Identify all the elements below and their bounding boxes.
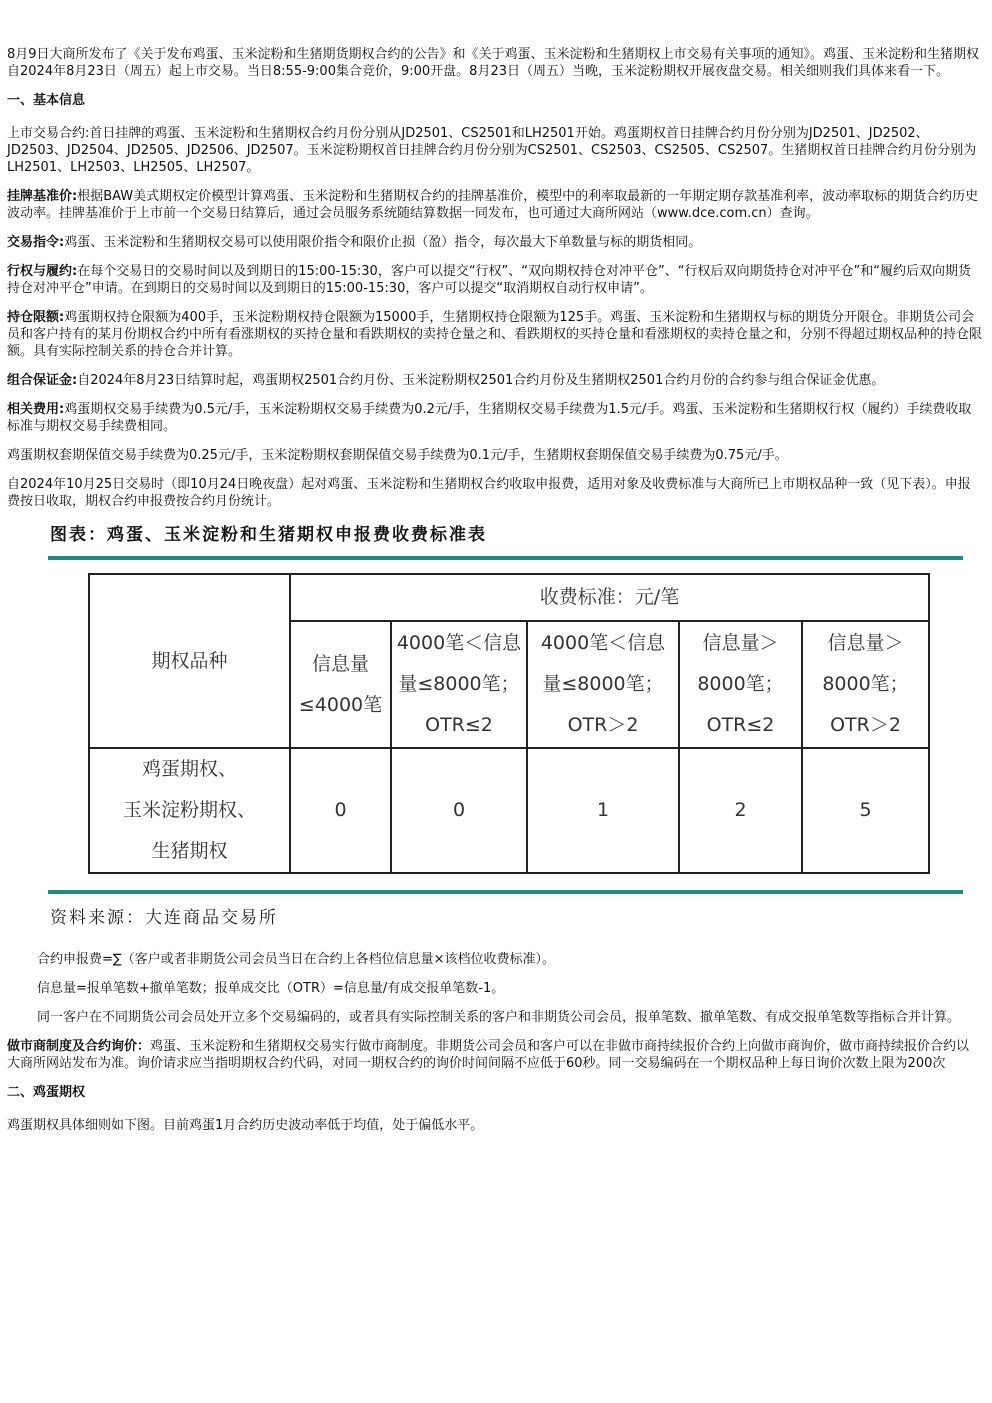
declare-fee-paragraph: 自2024年10月25日交易时（即10月24日晚夜盘）起对鸡蛋、玉米淀粉和生猪期权合约收取申报费，适用对象及收费标准与大商所已上市期权品种一致（见下表）。申报费按日收取，期权合约申报费按合约月份统计。 — [7, 477, 971, 509]
figure-top-rule — [48, 556, 963, 560]
formula-info-volume: 信息量=报单笔数+撤单笔数；报单成交比（OTR）=信息量/有成交报单笔数-1。 — [37, 981, 505, 996]
header-tier-3: 4000笔＜信息 量≤8000笔； OTR＞2 — [527, 621, 679, 748]
exercise-paragraph — [7, 263, 982, 297]
market-maker-text: 鸡蛋、玉米淀粉和生猪期权交易实行做市商制度。非期货公司会员和客户可以在非做市商持续报价合约上向做市商询价，做市商持续报价合约以大商所网站发布为准。询价请求应当指明期权合约代码，对同一期权合约的询价时间间隔不应低于60秒。同一交易编码在一个期权品种上每日询价次数上限为200次 — [7, 1039, 970, 1071]
header-tier-2: 4000笔＜信息 量≤8000笔； OTR≤2 — [391, 621, 527, 748]
position-limit-paragraph — [7, 309, 982, 360]
value-tier-3: 1 — [527, 748, 679, 873]
header-fee-standard: 收费标准：元/笔 — [290, 574, 929, 621]
fee-standard-figure — [0, 520, 992, 935]
margin-label: 组合保证金: — [7, 373, 78, 388]
position-limit-text: 鸡蛋期权持仓限额为400手，玉米淀粉期权持仓限额为15000手，生猪期权持仓限额为125手。鸡蛋、玉米淀粉和生猪期权与标的期货分开限仓。非期货公司会员和客户持有的某月份期权合约中所有看涨期权的买持仓量和看跌期权的卖持仓量之和、看跌期权的买持仓量和看涨期权的卖持仓量之和，分别不得超过期权品种的持仓限额。具有实际控制关系的持仓合并计算。 — [7, 310, 983, 359]
fee-paragraph — [7, 401, 982, 435]
header-tier-4: 信息量＞ 8000笔； OTR≤2 — [679, 621, 802, 748]
figure-title: 图表：鸡蛋、玉米淀粉和生猪期权申报费收费标准表 — [50, 525, 487, 545]
hedge-fee-paragraph: 鸡蛋期权套期保值交易手续费为0.25元/手，玉米淀粉期权套期保值交易手续费为0.1元/手，生猪期权套期保值交易手续费为0.75元/手。 — [7, 448, 788, 463]
intro-paragraph: 8月9日大商所发布了《关于发布鸡蛋、玉米淀粉和生猪期货期权合约的公告》和《关于鸡蛋、玉米淀粉和生猪期权上市交易有关事项的通知》。鸡蛋、玉米淀粉和生猪期权自2024年8月23日（周五）起上市交易。当日8:55-9:00集合竞价，9:00开盘。8月23日（周五）当晚，玉米淀粉期权开展夜盘交易。相关细则我们具体来看一下。 — [7, 47, 980, 79]
order-paragraph — [7, 234, 982, 251]
position-limit-label: 持仓限额: — [7, 310, 65, 325]
order-label: 交易指令: — [7, 235, 65, 250]
fee-standard-table — [88, 573, 930, 874]
order-text: 鸡蛋、玉米淀粉和生猪期权交易可以使用限价指令和限价止损（盈）指令，每次最大下单数量与标的期货相同。 — [64, 235, 702, 250]
value-tier-5: 5 — [802, 748, 929, 873]
value-tier-2: 0 — [391, 748, 527, 873]
fee-text: 鸡蛋期权交易手续费为0.5元/手，玉米淀粉期权交易手续费为0.2元/手，生猪期权交易手续费为1.5元/手。鸡蛋、玉米淀粉和生猪期权行权（履约）手续费收取标准与期权交易手续费相同。 — [7, 402, 972, 434]
listing-contracts-paragraph: 上市交易合约:首日挂牌的鸡蛋、玉米淀粉和生猪期权合约月份分别从JD2501、CS2501和LH2501开始。鸡蛋期权首日挂牌合约月份分别为JD2501、JD2502、JD2503、JD2504、JD2505、JD2506、JD2507。玉米淀粉期权首日挂牌合约月份分别为CS2501、CS2503、CS2505、CS2507。生猪期权首日挂牌合约月份分别为LH2501、LH2503、LH2505、LH2507。 — [7, 126, 977, 175]
section-heading-basic-info: 一、基本信息 — [7, 93, 86, 108]
exercise-label: 行权与履约: — [7, 264, 78, 279]
value-tier-4: 2 — [679, 748, 802, 873]
header-tier-1: 信息量 ≤4000笔 — [290, 621, 391, 748]
figure-source: 资料来源：大连商品交易所 — [50, 908, 278, 928]
egg-options-paragraph: 鸡蛋期权具体细则如下图。目前鸡蛋1月合约历史波动率低于均值，处于偏低水平。 — [7, 1118, 484, 1133]
row-variety-cell: 鸡蛋期权、 玉米淀粉期权、 生猪期权 — [89, 748, 290, 873]
merge-calc-paragraph: 同一客户在不同期货公司会员处开立多个交易编码的，或者具有实际控制关系的客户和非期货公司会员，报单笔数、撤单笔数、有成交报单笔数等指标合并计算。 — [37, 1010, 961, 1025]
base-price-text: 根据BAW美式期权定价模型计算鸡蛋、玉米淀粉和生猪期权合约的挂牌基准价，模型中的利率取最新的一年期定期存款基准利率，波动率取标的期货合约历史波动率。挂牌基准价于上市前一个交易日结算后，通过会员服务系统随结算数据一同发布，也可通过大商所网站（www.dce.com.cn）查询。 — [7, 189, 979, 221]
value-tier-1: 0 — [290, 748, 391, 873]
formula-declare-fee: 合约申报费=∑（客户或者非期货公司会员当日在合约上各档位信息量×该档位收费标准）。 — [37, 952, 556, 967]
section-heading-egg-options: 二、鸡蛋期权 — [7, 1085, 86, 1100]
margin-paragraph — [7, 372, 982, 389]
market-maker-label: 做市商制度及合约询价： — [7, 1039, 151, 1054]
base-price-paragraph — [7, 188, 982, 222]
margin-text: 自2024年8月23日结算时起，鸡蛋期权2501合约月份、玉米淀粉期权2501合约月份及生猪期权2501合约月份的合约参与组合保证金优惠。 — [77, 373, 885, 388]
fee-label: 相关费用: — [7, 402, 65, 417]
header-variety: 期权品种 — [89, 574, 290, 748]
base-price-label: 挂牌基准价: — [7, 189, 78, 204]
figure-bottom-rule — [48, 890, 963, 894]
market-maker-paragraph — [7, 1038, 982, 1072]
exercise-text: 在每个交易日的交易时间以及到期日的15:00-15:30，客户可以提交“行权”、“双向期权持仓对冲平仓”、“行权后双向期货持仓对冲平仓”和“履约后双向期货持仓对冲平仓”申请。在到期日的交易时间以及到期日的15:00-15:30，客户可以提交“取消期权自动行权申请”。 — [7, 264, 971, 296]
document-body — [7, 46, 982, 1146]
header-tier-5: 信息量＞ 8000笔； OTR＞2 — [802, 621, 929, 748]
